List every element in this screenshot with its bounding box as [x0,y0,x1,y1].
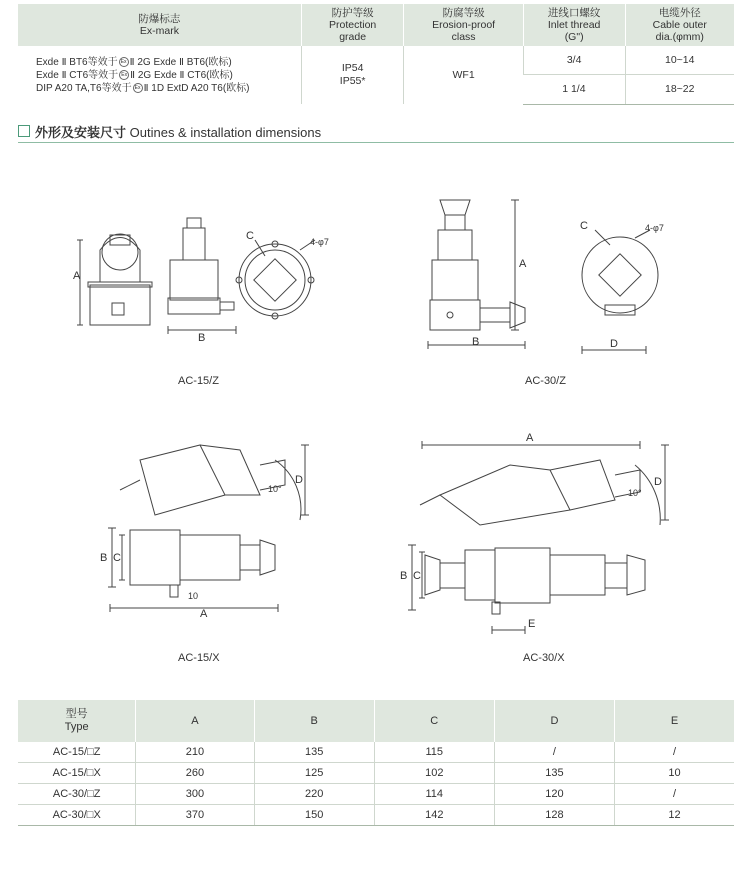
dim-label-ten: 10 [188,591,199,601]
dim-label-d: D [610,338,618,350]
dim-label-c: C [580,220,588,232]
section-title-en: Outines & installation dimensions [129,125,322,140]
cable-dia-cell: 18~22 [625,75,734,104]
header-col-d: D [494,700,614,742]
value-cell: / [614,784,734,805]
header-type [18,700,136,742]
value-cell: 125 [254,763,374,784]
dim-label-a: A [200,608,208,620]
header-col-a: A [136,700,254,742]
dim-label-b: B [472,336,480,348]
header-protection-en1: Protection [328,19,377,31]
drawing-ac15z [60,210,350,360]
dim-label-holes: 4-φ7 [645,223,664,233]
dim-label-b: B [100,552,108,564]
table-row [18,742,734,763]
ex-mark-post: Ⅱ 1D ExtD A20 T6(欧标) [143,82,250,94]
header-inlet-zh: 进线口螺纹 [547,7,601,19]
dim-label-c: C [246,230,254,242]
value-cell: 135 [494,763,614,784]
dim-label-c: C [413,570,421,582]
dim-label-a: A [73,270,81,282]
type-cell: AC-15/□X [18,763,136,784]
header-erosion-en2: class [451,31,476,43]
header-protection-en2: grade [339,31,367,43]
table-row [18,784,734,805]
value-cell: 102 [374,763,494,784]
ex-mark-cell [18,46,301,104]
header-protection [301,4,404,46]
protection-value: IP54 [341,62,364,74]
header-cable-en1: Cable outer [652,19,707,31]
dim-label-d: D [654,476,662,488]
section-title-zh: 外形及安装尺寸 [35,125,127,140]
caption-ac30x: AC-30/X [523,652,565,664]
drawing-ac30z [410,190,700,360]
thread-cell: 3/4 [523,46,625,75]
drawing-ac30x [400,430,700,640]
angle-label: 10° [628,488,642,498]
ex-mark-pre: DIP A20 TA,T6等效于 [36,82,132,94]
value-cell: 10 [614,763,734,784]
ex-mark-line [36,56,299,69]
dim-label-b: B [198,332,206,344]
dimension-table [18,700,734,826]
header-erosion [404,4,523,46]
header-inlet-en2: (G") [564,31,584,43]
type-cell: AC-15/□Z [18,742,136,763]
header-ex-mark [18,4,301,46]
value-cell: 300 [136,784,254,805]
header-cable-en2: dia.(φmm) [655,31,704,43]
section-rule [18,142,734,143]
type-cell: AC-30/□Z [18,784,136,805]
dim-label-a: A [519,258,527,270]
ex-mark-line [36,82,299,95]
ex-mark-post: Ⅱ 2G Exde Ⅱ BT6(欧标) [129,56,232,68]
section-header [18,122,734,142]
value-cell: 12 [614,805,734,826]
table-row [18,763,734,784]
checkbox-square-icon [18,125,30,137]
erosion-cell: WF1 [404,46,523,104]
header-type-en: Type [64,721,89,733]
ex-symbol-icon: Ex [119,57,129,67]
value-cell: / [614,742,734,763]
value-cell: 142 [374,805,494,826]
dim-label-c: C [113,552,121,564]
section-title [35,122,321,141]
header-col-c: C [374,700,494,742]
value-cell: 115 [374,742,494,763]
protection-cell [301,46,404,104]
header-col-e: E [614,700,734,742]
value-cell: 114 [374,784,494,805]
value-cell: 210 [136,742,254,763]
header-protection-zh: 防护等级 [331,7,374,19]
dim-label-b: B [400,570,408,582]
value-cell: 150 [254,805,374,826]
caption-ac15x: AC-15/X [178,652,220,664]
header-cable [625,4,734,46]
header-type-zh: 型号 [65,708,88,720]
table-row [18,805,734,826]
value-cell: 260 [136,763,254,784]
type-cell: AC-30/□X [18,805,136,826]
header-ex-mark-zh: 防爆标志 [138,13,181,25]
header-col-b: B [254,700,374,742]
drawing-ac15x [100,440,320,620]
value-cell: / [494,742,614,763]
thread-cell: 1 1/4 [523,75,625,104]
ex-symbol-icon: Ex [133,83,143,93]
ex-mark-line [36,69,299,82]
header-inlet-en1: Inlet thread [547,19,601,31]
cable-dia-cell: 10~14 [625,46,734,75]
value-cell: 220 [254,784,374,805]
ex-mark-pre: Exde Ⅱ CT6等效于 [36,69,119,81]
spec-table [18,4,734,105]
dim-label-holes: 4-φ7 [310,237,329,247]
ex-symbol-icon: Ex [119,70,129,80]
protection-value: IP55* [339,75,366,87]
angle-label: 10° [268,484,282,494]
header-cable-zh: 电缆外径 [658,7,701,19]
ex-mark-pre: Exde Ⅱ BT6等效于 [36,56,118,68]
value-cell: 370 [136,805,254,826]
header-erosion-zh: 防腐等级 [442,7,485,19]
dim-label-a: A [526,432,534,444]
ex-mark-post: Ⅱ 2G Exde Ⅱ CT6(欧标) [130,69,233,81]
caption-ac30z: AC-30/Z [525,375,566,387]
value-cell: 120 [494,784,614,805]
header-inlet [523,4,625,46]
header-erosion-en1: Erosion-proof [432,19,496,31]
caption-ac15z: AC-15/Z [178,375,219,387]
dim-label-e: E [528,618,536,630]
value-cell: 128 [494,805,614,826]
value-cell: 135 [254,742,374,763]
header-ex-mark-en: Ex-mark [139,25,179,37]
dim-label-d: D [295,474,303,486]
